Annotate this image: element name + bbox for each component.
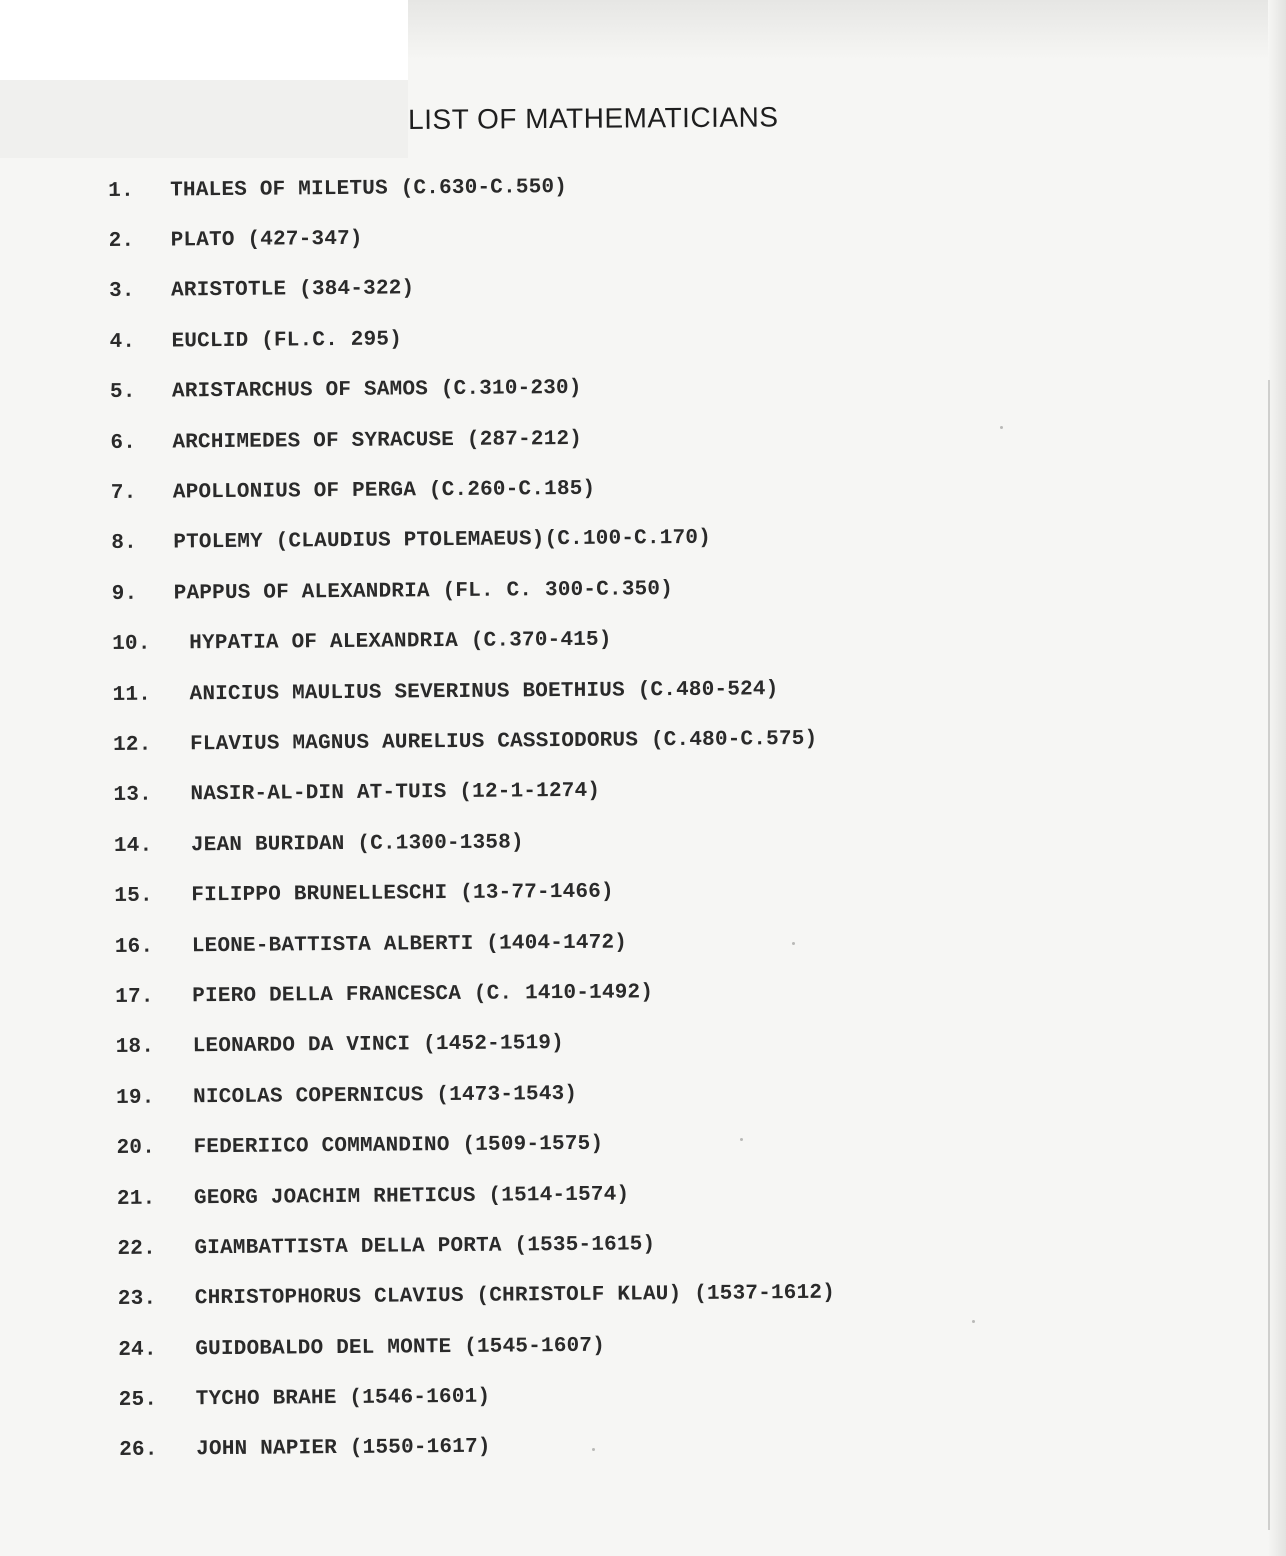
item-number: 2. xyxy=(108,229,135,254)
item-text: GIAMBATTISTA DELLA PORTA (1535-1615) xyxy=(194,1233,656,1261)
item-number: 8. xyxy=(111,532,138,556)
item-text: ANICIUS MAULIUS SEVERINUS BOETHIUS (C.480-524) xyxy=(189,677,779,706)
list-item xyxy=(111,512,829,569)
item-text: ARISTOTLE (384-322) xyxy=(170,277,415,303)
item-number: 5. xyxy=(109,381,136,405)
list-item xyxy=(112,613,830,670)
item-text: GUIDOBALDO DEL MONTE (1545-1607) xyxy=(195,1334,606,1361)
item-text: FLAVIUS MAGNUS AURELIUS CASSIODORUS (C.480-C.575) xyxy=(189,727,818,757)
list-item xyxy=(116,1117,834,1174)
item-text: JEAN BURIDAN (C.1300-1358) xyxy=(190,831,524,858)
item-number: 10. xyxy=(112,632,151,657)
item-number: 6. xyxy=(110,431,137,455)
item-text: JOHN NAPIER (1550-1617) xyxy=(196,1436,491,1462)
item-number: 25. xyxy=(118,1388,158,1413)
item-number: 21. xyxy=(116,1187,156,1211)
scan-artifact-band xyxy=(0,80,408,158)
item-number: 7. xyxy=(110,481,137,506)
item-text: THALES OF MILETUS (C.630-C.550) xyxy=(170,175,568,203)
item-number: 17. xyxy=(115,985,154,1009)
item-text: FILIPPO BRUNELLESCHI (13-77-1466) xyxy=(191,880,614,908)
mathematicians-list xyxy=(108,160,837,1476)
list-item xyxy=(112,563,830,620)
item-text: APOLLONIUS OF PERGA (C.260-C.185) xyxy=(172,477,596,505)
list-item xyxy=(115,966,833,1023)
list-item xyxy=(109,261,827,318)
item-number: 16. xyxy=(114,935,154,959)
scan-top-shading xyxy=(408,0,1286,60)
list-item xyxy=(111,462,829,519)
item-text: NICOLAS COPERNICUS (1473-1543) xyxy=(193,1082,578,1110)
list-item xyxy=(109,311,827,368)
item-number: 23. xyxy=(117,1287,157,1312)
list-item xyxy=(116,1067,834,1124)
item-text: LEONE-BATTISTA ALBERTI (1404-1472) xyxy=(191,931,628,958)
item-text: EUCLID (FL.C. 295) xyxy=(171,328,403,354)
list-item xyxy=(113,714,831,771)
item-number: 14. xyxy=(113,834,153,858)
item-number: 13. xyxy=(113,784,153,808)
item-text: NASIR-AL-DIN AT-TUIS (12-1-1274) xyxy=(190,780,601,807)
item-text: ARISTARCHUS OF SAMOS (C.310-230) xyxy=(171,377,582,404)
list-item xyxy=(119,1369,837,1426)
item-text: FEDERIICO COMMANDINO (1509-1575) xyxy=(193,1132,604,1160)
item-number: 1. xyxy=(108,179,134,203)
item-text: PLATO (427-347) xyxy=(170,227,363,253)
list-item xyxy=(115,1016,833,1073)
item-text: CHRISTOPHORUS CLAVIUS (CHRISTOLF KLAU) (1537-1612) xyxy=(194,1281,836,1311)
list-item xyxy=(118,1268,836,1325)
item-number: 22. xyxy=(117,1237,156,1261)
scan-right-line xyxy=(1268,380,1270,1530)
item-number: 15. xyxy=(114,884,153,909)
scan-artifact-patch xyxy=(0,0,408,80)
item-text: ARCHIMEDES OF SYRACUSE (287-212) xyxy=(172,427,583,455)
list-item xyxy=(117,1218,835,1275)
list-item xyxy=(114,865,832,922)
list-item xyxy=(108,210,826,267)
item-number: 11. xyxy=(112,683,152,707)
item-text: HYPATIA OF ALEXANDRIA (C.370-415) xyxy=(189,628,612,656)
item-number: 20. xyxy=(116,1136,156,1161)
item-number: 26. xyxy=(119,1439,158,1463)
item-text: GEORG JOACHIM RHETICUS (1514-1574) xyxy=(193,1182,630,1210)
item-text: PTOLEMY (CLAUDIUS PTOLEMAEUS)(C.100-C.170) xyxy=(173,527,712,555)
page-title: LIST OF MATHEMATICIANS xyxy=(408,101,779,135)
item-number: 19. xyxy=(116,1086,155,1110)
scan-speck xyxy=(972,1320,975,1323)
item-text: TYCHO BRAHE (1546-1601) xyxy=(195,1385,491,1412)
list-item xyxy=(114,815,832,872)
list-item xyxy=(113,764,831,821)
list-item xyxy=(112,664,830,721)
list-item xyxy=(118,1319,836,1376)
list-item xyxy=(110,361,828,418)
list-item xyxy=(119,1419,837,1476)
list-item xyxy=(115,916,833,973)
list-item xyxy=(117,1168,835,1225)
item-number: 24. xyxy=(118,1338,157,1362)
item-number: 4. xyxy=(109,330,136,354)
scan-right-edge xyxy=(1268,0,1286,1556)
item-number: 3. xyxy=(108,280,135,304)
item-text: LEONARDO DA VINCI (1452-1519) xyxy=(192,1032,565,1059)
list-item xyxy=(108,160,826,217)
item-number: 18. xyxy=(115,1035,155,1060)
scan-speck xyxy=(1000,426,1003,429)
list-item xyxy=(110,412,828,469)
item-number: 12. xyxy=(112,733,152,757)
item-text: PAPPUS OF ALEXANDRIA (FL. C. 300-C.350) xyxy=(173,577,674,606)
item-number: 9. xyxy=(111,582,138,606)
item-text: PIERO DELLA FRANCESCA (C. 1410-1492) xyxy=(192,981,654,1009)
